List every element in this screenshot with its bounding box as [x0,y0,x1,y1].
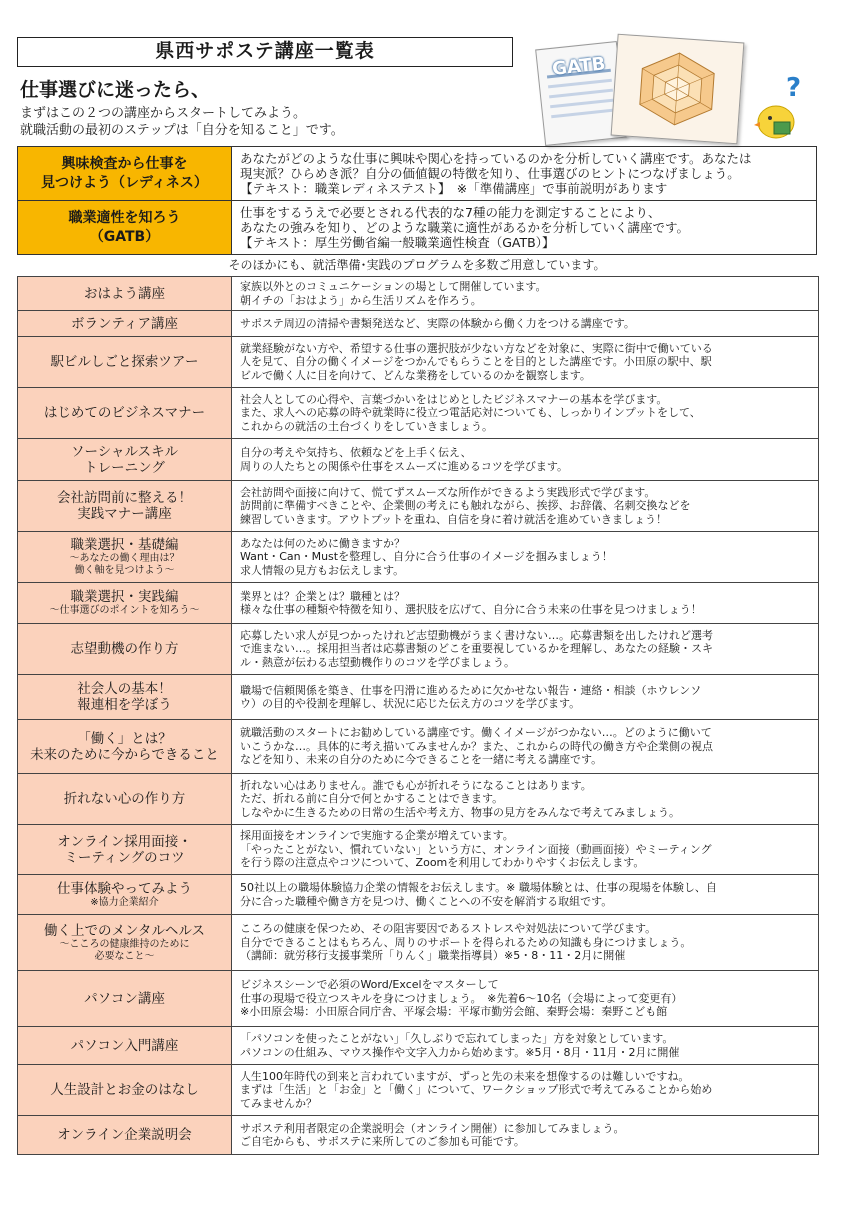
course-description-line: ビルで働く人に目を向けて、どんな業務をしているのかを観察します。 [240,368,591,382]
course-subtitle: ～あなたの働く理由は？ [69,553,180,564]
course-name-line: 仕事体験やってみよう [57,880,192,897]
course-description [232,1116,818,1154]
course-name [18,481,232,531]
table-row [18,531,818,582]
course-name-line: パソコン入門講座 [70,1037,179,1054]
table-row [18,1115,818,1154]
course-name-line: ミーティングのコツ [64,849,185,866]
course-name-line: 「働く」とは？ [77,730,172,747]
table-row [18,277,818,310]
course-name [18,825,232,874]
course-subtitle: ～こころの健康維持のために [59,938,190,950]
course-description-line: 就業経験がない方や、希望する仕事の選択肢が少ない方などを対象に、実際に街中で働いている [240,341,713,355]
course-name [18,720,232,773]
course-description-line: 家族以外とのコミュニケーションの場として開催しています。 [240,280,547,293]
course-name-line: 職業選択・実践編 [70,589,179,605]
course-description [232,774,818,824]
table-row [18,1064,818,1115]
course-description-line: 会社訪問や面接に向けて、慌てずスムーズな所作ができるよう実践形式で学びます。 [240,485,656,499]
course-description [232,915,818,970]
course-name-line: トレーニング [84,459,165,476]
course-description-line: 人生100年時代の到来と言われていますが、ずっと先の未来を想像するのは難しいですね。 [240,1069,690,1083]
course-description-line: 採用面接をオンラインで実施する企業が増えています。 [240,829,514,843]
course-name-line: 職業選択・基礎編 [70,537,179,553]
course-table [17,276,819,1155]
featured-courses [17,146,817,255]
readiness-chart-image [611,34,745,145]
course-description [232,337,818,387]
course-description-line: また、求人への応募の時や就業時に役立つ電話応対についても、しっかりインプットをして、 [240,406,701,420]
course-name-line: 折れない心の作り方 [63,791,186,807]
course-description-line: 業界とは？企業とは？職種とは？ [240,589,405,603]
course-name-line: ボランティア講座 [71,315,178,332]
course-name [18,1116,232,1154]
featured-course-name: 興味検査から仕事を 見つけよう（レディネス） [18,147,232,200]
table-row [18,719,818,773]
course-description [232,720,818,773]
course-description-line: 練習していきます。アウトプットを重ね、自信を身に着け就活を進めていきましょう！ [240,512,668,526]
course-name [18,774,232,824]
course-description-line: こころの健康を保つため、その阻害要因であるストレスや対処法について学びます。 [240,922,657,936]
course-description-line: ビジネスシーンで必須のWord/Excelをマスターして [240,978,499,992]
course-name-line: 社会人の基本！ [77,681,172,697]
middle-note: そのほかにも、就活準備･実践のプログラムを多数ご用意しています。 [228,258,606,272]
featured-row [17,200,817,255]
course-description-line: を行う際の注意点やコツについて、Zoomを利用してわかりやすくお伝えします。 [240,856,645,870]
course-description-line: 朝イチの「おはよう」から生活リズムを作ろう。 [240,293,482,307]
course-description-line: 就職活動のスタートにお勧めしている講座です。働くイメージがつかない…。どのように働いて [240,726,712,740]
course-description [232,1027,818,1064]
course-description-line: 様々な仕事の種類や特徴を知り、選択肢を広げて、自分に合う未来の仕事を見つけましょう！ [240,603,702,616]
lead-text-2: 就職活動の最初のステップは「自分を知ること」です。 [20,123,344,138]
course-subtitle: ※協力企業紹介 [90,896,159,908]
course-description-line: パソコンの仕組み、マウス操作や文字入力から始めます。※5月・8月・11月・2月に開催 [240,1045,680,1059]
course-description-line: で進まない…。採用担当者は応募書類のどこを重要視しているかを理解し、あなたの経験・スキ [240,642,713,656]
course-description-line: ただ、折れる前に自分で何とかすることはできます。 [240,792,504,806]
course-description-line: ※小田原会場：小田原合同庁舎、平塚会場：平塚市勤労会館、秦野会場：秦野こども館 [240,1005,668,1019]
course-description-line: 自分の考えや気持ち、依頼などを上手く伝え、 [240,446,472,459]
course-description-line: 50社以上の職場体験協力企業の情報をお伝えします。※ 職場体験とは、仕事の現場を体験し、自 [240,881,717,894]
course-subtitle: ～仕事選びのポイントを知ろう～ [49,605,200,616]
course-name-line: はじめてのビジネスマナー [43,405,206,421]
course-subtitle: 必要なこと～ [94,950,155,962]
course-description-line: これからの就活の土台づくりをしていきましょう。 [240,419,493,433]
course-name [18,532,232,582]
course-name [18,583,232,623]
course-name [18,915,232,970]
course-name [18,1065,232,1115]
course-description-line: ル・熱意が伝わる志望動機作りのコツを学びましょう。 [240,655,515,669]
course-name [18,624,232,674]
hexagon-chart-icon [634,48,719,129]
svg-text:?: ? [786,73,802,103]
course-description-line: 人を見て、自分の働くイメージをつかんでもらうことを目的とした講座です。小田原の駅中、駅 [240,355,712,369]
course-description-line: あなたは何のために働きますか？ [240,536,405,550]
table-row [18,336,818,387]
course-description-line: てみませんか？ [240,1096,317,1110]
table-row [18,387,818,438]
course-description [232,277,818,310]
course-name [18,439,232,480]
featured-row [17,146,817,200]
course-name-line: 人生設計とお金のはなし [50,1082,199,1098]
course-name [18,388,232,438]
table-row [18,438,818,480]
course-description [232,388,818,438]
course-description-line: 周りの人たちとの関係や仕事をスムーズに進めるコツを学びます。 [240,459,569,473]
course-description-line: 「パソコンを使ったことがない」「久しぶりで忘れてしまった」方を対象としています。 [240,1032,674,1045]
course-name-line: パソコン講座 [84,990,165,1007]
table-row [18,874,818,914]
course-description-line: 職場で信頼関係を築き、仕事を円滑に進めるために欠かせない報告・連絡・相談（ホウレンソ [240,683,702,697]
course-name [18,1027,232,1064]
course-description-line: いこうかな…。具体的に考え描いてみませんか？また、これからの時代の働き方や企業側の視点 [240,739,713,753]
course-name-line: 実践マナー講座 [77,506,172,522]
course-name [18,875,232,914]
course-description-line: 折れない心はありません。誰でも心が折れそうになることはあります。 [240,778,592,792]
course-description-line: 応募したい求人が見つかったけれど志望動機がうまく書けない…。応募書類を出したけれど選考 [240,628,713,642]
course-description [232,583,818,623]
course-name [18,675,232,719]
course-description-line: サポステ利用者限定の企業説明会（オンライン開催）に参加してみましょう。 [240,1121,625,1135]
course-name-line: 会社訪問前に整える！ [57,490,192,506]
course-name [18,971,232,1026]
course-name [18,337,232,387]
featured-course-name: 職業適性を知ろう （GATB） [18,201,232,254]
table-row [18,480,818,531]
gatb-logo-text: GATB [551,53,607,80]
course-description-line: ご自宅からも、サポステに来所してのご参加も可能です。 [240,1135,525,1148]
headline: 仕事選びに迷ったら、 [20,79,211,101]
course-name-line: ソーシャルスキル [71,443,178,460]
table-row [18,674,818,719]
course-description [232,624,818,674]
course-description-line: Want・Can・Mustを整理し、自分に合う仕事のイメージを掴みましょう！ [240,550,613,564]
course-description [232,481,818,531]
table-row [18,914,818,970]
table-row [18,582,818,623]
course-description-line: 求人情報の見方もお伝えします。 [240,563,405,577]
table-row [18,1026,818,1064]
course-description-line: （講師：就労移行支援事業所「りんく」職業指導員）※5・8・11・2月に開催 [240,949,626,963]
course-name [18,311,232,336]
course-description [232,311,818,336]
course-description [232,971,818,1026]
course-name-line: おはよう講座 [84,285,165,302]
course-description-line: サポステ周辺の清掃や書類発送など、実際の体験から働く力をつける講座です。 [240,316,635,330]
course-description-line: ウ）の目的や役割を理解し、状況に応じた伝え方のコツを学びます。 [240,697,581,710]
course-name-line: 志望動機の作り方 [70,641,179,657]
course-description [232,532,818,582]
course-description-line: 「やったことがない、慣れていない」という方に、オンライン面接（動画面接）やミーティング [240,842,712,856]
course-description-line: しなやかに生きるための日常の生活や考え方、物事の見方をみんなで考えてみましょう。 [240,805,680,819]
course-name-line: 駅ビルしごと探索ツアー [50,354,199,370]
course-description-line: 仕事の現場で役立つスキルを身につけましょう。 ※先着6～10名（会場によって変更有） [240,991,683,1005]
featured-course-desc: 仕事をするうえで必要とされる代表的な7種の能力を測定することにより、 あなたの強みを知り、どのような職業に適性があるかを分析していく講座です。 【テキスト：厚生労働省編一般職業適性検査（GATB）】 [240,205,690,250]
course-description [232,825,818,874]
table-row [18,824,818,874]
course-name-line: 働く上でのメンタルヘルス [43,922,206,939]
table-row [18,623,818,674]
chick-mascot-icon [750,72,810,142]
course-description-line: 社会人としての心得や、言葉づかいをはじめとしたビジネスマナーの基本を学びます。 [240,392,668,406]
course-name-line: オンライン企業説明会 [57,1127,192,1143]
course-name [18,277,232,310]
featured-course-desc: あなたがどのような仕事に興味や関心を持っているのかを分析していく講座です。あなたは 現実派？ひらめき派？自分の価値観の特徴を知り、仕事選びのヒントにつなげましょう。 【テキスト：職業レディネステスト】 ※「準備講座」で事前説明があります [240,151,752,196]
course-description [232,1065,818,1115]
course-name-line: 未来のために今からできること [30,746,219,763]
course-name-line: オンライン採用面接・ [57,833,192,850]
table-row [18,970,818,1026]
course-description [232,675,818,719]
course-description-line: などを知り、未来の自分のために今できることを一緒に考える講座です。 [240,753,603,767]
table-row [18,773,818,824]
course-description-line: 自分でできることはもちろん、周りのサポートを得られるための知識も身につけましょう。 [240,935,692,949]
course-description [232,875,818,914]
course-description [232,439,818,480]
course-description-line: 分に合った職種や働き方を見つけ、働くことへの不安を解消する取組です。 [240,894,613,908]
course-name-line: 報連相を学ぼう [77,697,172,713]
course-subtitle: 働く軸を見つけよう～ [74,565,175,576]
page-title: 県西サポステ講座一覧表 [17,37,513,67]
table-row [18,310,818,336]
course-description-line: まずは「生活」と「お金」と「働く」について、ワークショップ形式で考えてみることから始め [240,1083,713,1097]
course-description-line: 訪問前に準備すべきことや、企業側の考えにも触れながら、挨拶、お辞儀、名刺交換などを [240,499,691,513]
lead-text-1: まずはこの２つの講座からスタートしてみよう。 [20,106,307,121]
